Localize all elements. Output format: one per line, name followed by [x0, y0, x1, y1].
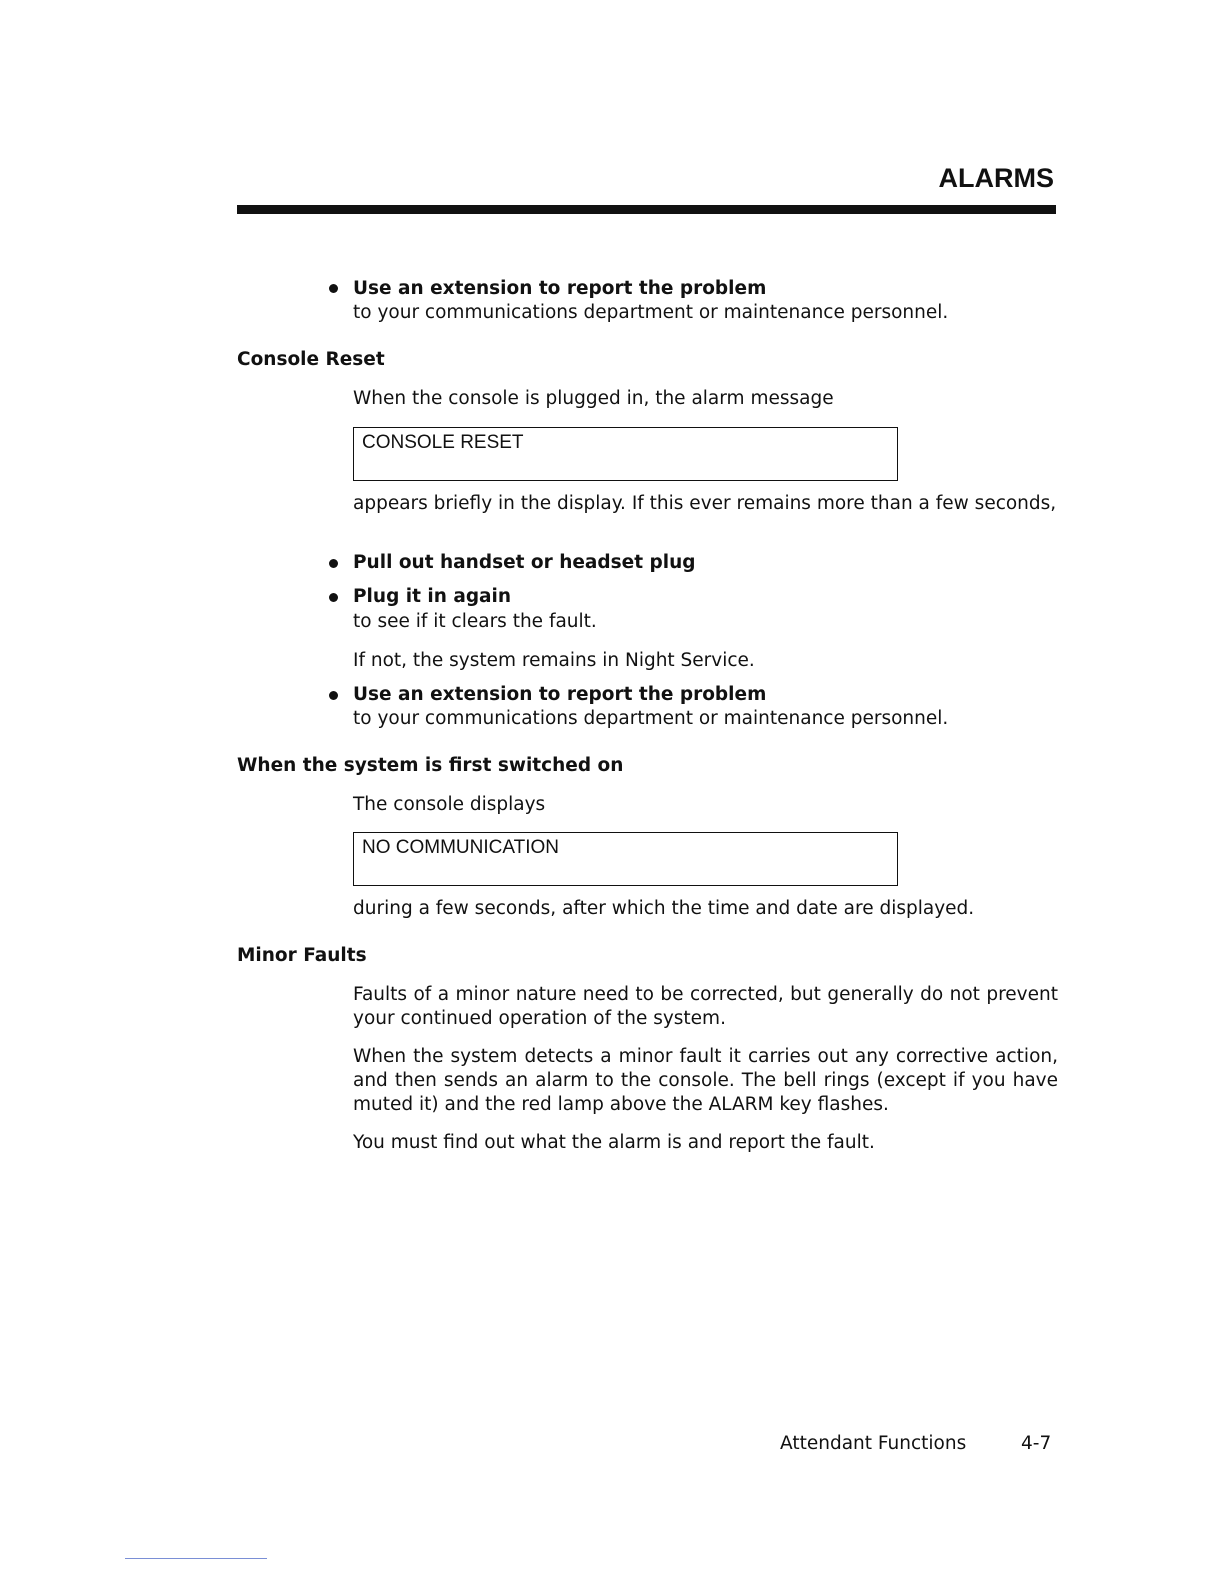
bullet-text: to your communications department or maintenance personnel. [353, 302, 949, 323]
bullet-dot [329, 284, 338, 293]
paragraph: Faults of a minor nature need to be corrected, but generally do not prevent your continued operation of the system. [353, 984, 1058, 1029]
footer-page-number: 4-7 [1021, 1433, 1052, 1454]
bullet-text: to your communications department or maintenance personnel. [353, 708, 949, 729]
bullet-heading: Use an extension to report the problem [353, 684, 767, 705]
section-heading-minor-faults: Minor Faults [237, 945, 367, 966]
bullet-dot [329, 691, 338, 700]
page-title: ALARMS [938, 163, 1054, 193]
bullet-dot [329, 559, 338, 568]
paragraph: If not, the system remains in Night Service. [353, 650, 755, 671]
display-box-no-communication [353, 832, 898, 886]
display-box-console-reset [353, 427, 898, 481]
bullet-heading: Plug it in again [353, 586, 512, 607]
header-rule [237, 205, 1056, 214]
bullet-heading: Use an extension to report the problem [353, 278, 767, 299]
display-message: CONSOLE RESET [362, 432, 524, 453]
paragraph: When the system detects a minor fault it carries out any corrective action, and then sends an alarm to the console. The bell rings (except if you have muted it) and the red lamp above the ALARM key flashes. [353, 1046, 1058, 1115]
footer-section: Attendant Functions [780, 1433, 967, 1454]
display-message: NO COMMUNICATION [362, 837, 560, 858]
paragraph: during a few seconds, after which the time and date are displayed. [353, 898, 975, 919]
paragraph: The console displays [353, 794, 546, 815]
paragraph: appears briefly in the display. If this ever remains more than a few seconds, [353, 493, 1057, 514]
bottom-line [125, 1558, 267, 1559]
section-heading-first-switched: When the system is first switched on [237, 755, 624, 776]
bullet-heading: Pull out handset or headset plug [353, 552, 696, 573]
section-heading-console-reset: Console Reset [237, 349, 385, 370]
bullet-text: to see if it clears the fault. [353, 611, 597, 632]
paragraph: You must find out what the alarm is and report the fault. [353, 1132, 875, 1153]
bullet-dot [329, 593, 338, 602]
paragraph: When the console is plugged in, the alarm message [353, 388, 834, 409]
